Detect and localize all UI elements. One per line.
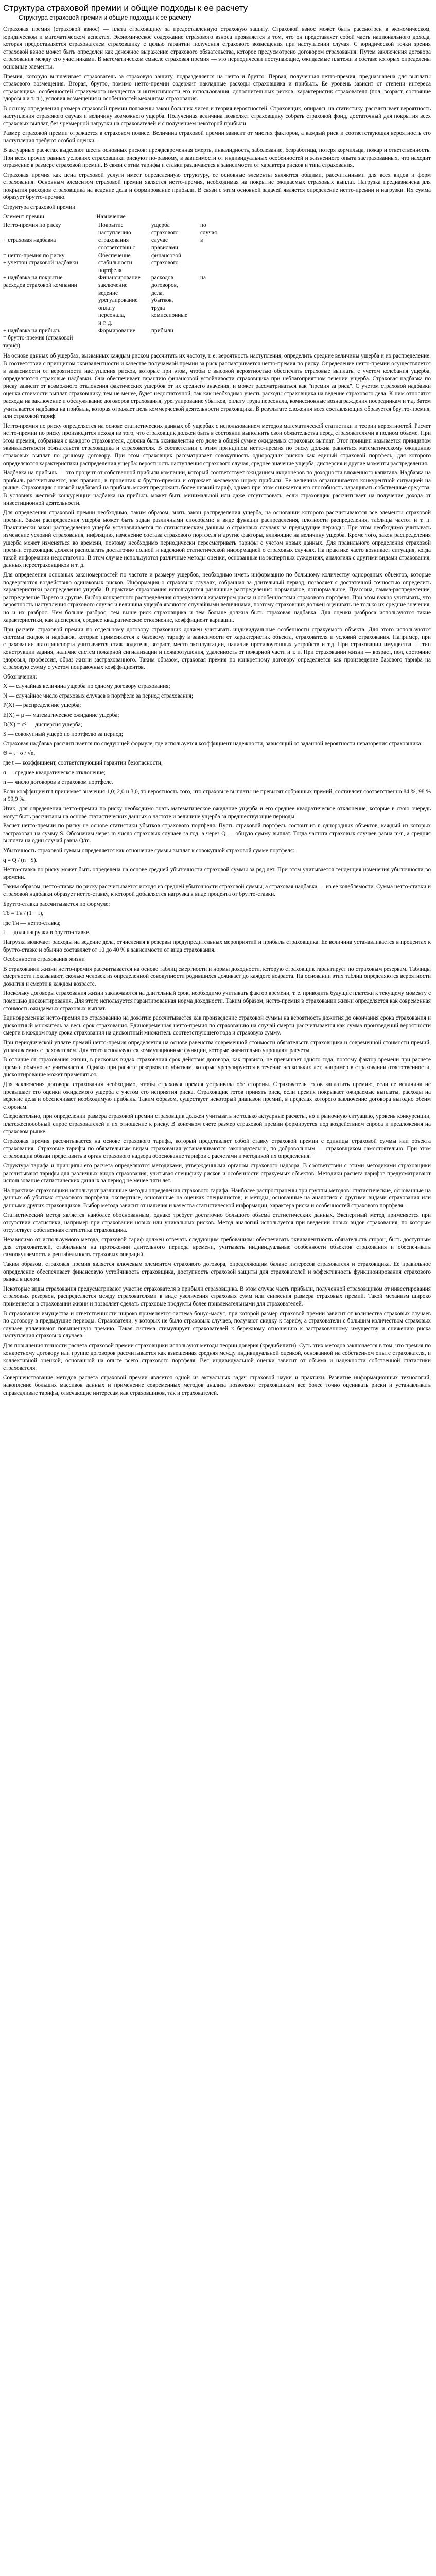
table-row bbox=[3, 222, 431, 229]
paragraph: Θ = t · σ / √n, bbox=[3, 750, 36, 757]
table-cell: труда bbox=[151, 304, 165, 311]
paragraph: Надбавка на прибыль — это процент от собственной прибыли компании, который соответствует ожиданиям акционеров по доходности вложенного капитала. Надбавка на прибыль рассчитывается, как правило, в процентах к брутто-премии и отражает желаемую норму прибыли. Ее величина ограничивается конкурентной ситуацией на рынке. Страховщик с низкой надбавкой на прибыль может предложить более низкий тариф, однако при этом снижается его способность наращивать собственные средства. В условиях жесткой конкуренции надбавка на прибыль может быть минимальной или даже отсутствовать, если страховщик рассчитывает на получение дохода от инвестиционной деятельности. bbox=[3, 470, 431, 506]
table-cell bbox=[200, 267, 313, 275]
paragraph: X — случайная величина ущерба по одному договору страхования; bbox=[3, 683, 170, 690]
table-cell: случая bbox=[200, 229, 217, 236]
table-cell: заключение bbox=[98, 282, 128, 289]
table-cell: наступлению bbox=[98, 229, 131, 236]
table-cell: ущерба bbox=[151, 222, 170, 229]
paragraph: В отличие от страхования жизни, в рисковых видах страхования срок действия договора, как правило, не превышает одного года, поэтому фактор времени при расчете премии обычно не учитывается. Однако при расчете резервов по убыткам, которые урегулируются в течение нескольких лет, например в страховании ответственности, дисконтирование может применяться. bbox=[3, 1057, 431, 1078]
paragraph: В актуарных расчетах выделяют шесть основных рисков: преждевременная смерть, инвалидность, заболевание, безработица, потеря кормильца, пожар и ответственность. При всех прочих равных условиях страховщики рискуют по-разному, в зависимости от индивидуальных особенностей и жизненного опыта застрахованных, что находит отражение в размере страховой премии. В связи с этим тарифы и ставки различаются в зависимости от характера рисков и типа страхования. bbox=[3, 147, 431, 169]
paragraph: Для определения страховой премии необходимо, таким образом, знать закон распределения ущерба, на основании которого рассчитываются все элементы страховой премии. Закон распределения ущерба может быть задан различными способами: в виде функции распределения, плотности распределения, таблицы частот и т. п. Практически закон распределения ущерба устанавливается по статистическим данным о страховых случаях за предыдущие периоды. При этом необходимо учитывать изменение условий страхования, инфляцию, изменение состава страхового портфеля и другие факторы, влияющие на величину ущерба. Кроме того, закон распределения ущерба может изменяться во времени, поэтому необходимо периодически пересматривать тарифы с учетом новых данных. Для правильного определения страховой премии страховщик должен располагать достаточно полной и надежной статистической информацией о страховых случаях. На практике часто возникает ситуация, когда такой информации недостаточно. В этом случае используются различные методы оценки, основанные на экспертных суждениях, аналогиях с другими видами страхования, данных перестраховщиков и т. д. bbox=[3, 510, 431, 569]
table-cell bbox=[200, 297, 313, 304]
paragraph: σ — среднее квадратическое отклонение; bbox=[3, 769, 106, 776]
paragraph: n — число договоров в страховом портфеле. bbox=[3, 779, 113, 786]
paragraph: Совершенствование методов расчета страховой премии является одной из актуальных задач страховой науки и практики. Развитие информационных технологий, накопление больших массивов данных и применение современных методов анализа позволяют страховщикам все более точно оценивать риски и устанавливать справедливые тарифы, отвечающие интересам как страховщиков, так и страхователей. bbox=[3, 1375, 431, 1396]
paragraph: На практике страховщики используют различные методы определения страхового тарифа. Наиболее распространены три группы методов: статистические, основанные на данных об убытках страхового портфеля; экспертные, основанные на оценках специалистов; и методы, основанные на аналогиях с другими видами страхования или данными других страховщиков. Выбор метода зависит от наличия и качества статистической информации, характера риска и особенностей страхового портфеля. bbox=[3, 1187, 431, 1209]
paragraph: Брутто-ставка рассчитывается по формуле: bbox=[3, 901, 110, 907]
paragraph: Страховая премия как цена страховой услуги имеет определенную структуру, ее основные элементы являются общими, рассчитанными для всех видов и форм страхования. Основным элементом страховой премии является нетто-премия, необходимая на покрытие ожидаемых страховых выплат. Нагрузка предназначена для покрытия расходов страховщика на ведение дела и формирование прибыли. В связи с этим основной задачей является определение нетто-премии и нагрузки. Их сумма образует брутто-премию. bbox=[3, 172, 431, 201]
paragraph: N — случайное число страховых случаев в портфеле за период страхования; bbox=[3, 692, 194, 699]
table-cell bbox=[200, 259, 313, 267]
table-cell bbox=[98, 342, 147, 350]
table-row bbox=[3, 282, 431, 290]
table-cell: портфеля bbox=[98, 267, 122, 274]
table-row bbox=[3, 312, 431, 319]
table-row bbox=[3, 236, 431, 244]
table-row bbox=[3, 259, 431, 267]
table-cell bbox=[3, 244, 98, 252]
table-cell: Формирование bbox=[98, 327, 135, 334]
table-cell bbox=[3, 290, 98, 297]
table-cell bbox=[200, 304, 313, 312]
table-cell: расходов страховой компании bbox=[3, 282, 77, 289]
table-row bbox=[3, 267, 431, 275]
table-cell: расходов bbox=[151, 275, 173, 281]
paragraph: Страховая надбавка рассчитывается по следующей формуле, где используется коэффициент надежности, зависящий от заданной вероятности неразорения страховщика: bbox=[3, 740, 423, 747]
paragraph: Страховая премия рассчитывается на основе страхового тарифа, который представляет собой ставку страховой премии с единицы страховой суммы или объекта страхования. Страховые тарифы по обязательным видам страхования устанавливаются законодательно, по добровольным — страховщиком самостоятельно. При этом страховщик обязан представить в орган страхового надзора обоснование тарифов с расчетами и методикой их определения. bbox=[3, 1138, 431, 1160]
table-row bbox=[3, 229, 431, 237]
table-cell: Покрытие bbox=[98, 222, 124, 229]
table-cell: + страховая надбавка bbox=[3, 237, 56, 244]
paragraph: Таким образом, страховая премия является ключевым элементом страхового договора, определяющим баланс интересов страхователя и страховщика. Ее правильное определение обеспечивает финансовую устойчивость страховщика, доступность страховой защиты для страхователей и эффективность функционирования страхового рынка в целом. bbox=[3, 1261, 431, 1283]
paragraph: Премия, которую выплачивает страхователь за страховую защиту, подразделяется на нетто и брутто. Первая, полученная нетто-премия, предназначена для выплаты страхового возмещения. Вторая, брутто, помимо нетто-премии содержит накладные расходы страховщика и прибыль. Ее уровень зависит от степени интереса страховщика, особенностей страхуемого имущества и интенсивности его использования, дополнительных рисков, характеристик страхователя (пол, возраст, состояние здоровья и т. п.), условия возмещения и особенностей механизма страхования. bbox=[3, 73, 431, 103]
table-cell bbox=[200, 342, 313, 350]
page-title: Структура страховой премии и общие подходы к ее расчету bbox=[3, 3, 248, 13]
table-row bbox=[3, 327, 431, 335]
table-cell bbox=[3, 267, 98, 275]
table-cell bbox=[200, 252, 313, 260]
paragraph: В страховании имущества и ответственности широко применяется система бонус-малус, при которой размер страховой премии зависит от количества страховых случаев по договору в предыдущие периоды. Страхователи, у которых не было страховых случаев, получают скидку к тарифу, а страхователи с большим количеством страховых случаев уплачивают повышенную премию. Такая система стимулирует страхователей к бережному отношению к застрахованному имуществу и снижению риска наступления страховых случаев. bbox=[3, 1310, 431, 1340]
paragraph: Независимо от используемого метода, страховой тариф должен отвечать следующим требованиям: обеспечивать эквивалентность обязательств сторон, быть доступным для страхователей, стабильным на протяжении длительного периода времени, учитывать индивидуальные особенности объектов страхования и обеспечивать самоокупаемость и рентабельность страховых операций. bbox=[3, 1236, 431, 1258]
table-cell bbox=[3, 319, 98, 327]
table-cell: по bbox=[200, 222, 206, 229]
table-cell: страхового bbox=[151, 229, 179, 236]
paragraph: Структура страховой премии bbox=[3, 204, 76, 211]
paragraph: Tб = Tн / (1 − f), bbox=[3, 910, 44, 917]
table-row bbox=[3, 297, 431, 304]
table-cell: договоров, bbox=[151, 282, 178, 289]
paragraph: P(X) — распределение ущерба; bbox=[3, 702, 81, 709]
table-cell: Нетто-премия по риску bbox=[3, 222, 61, 229]
table-cell: правилами bbox=[151, 245, 178, 251]
table-cell bbox=[200, 327, 313, 335]
table-cell bbox=[3, 312, 98, 319]
paragraph: где Tн — нетто-ставка; bbox=[3, 920, 61, 926]
paragraph: Следовательно, при определении размера страховой премии страховщик должен учитывать не только актуарные расчеты, но и рыночную ситуацию, уровень конкуренции, платежеспособный спрос страхователей и их отношение к риску. В конечном счете размер страховой премии формируется под воздействием спроса и предложения на страховом рынке. bbox=[3, 1113, 431, 1135]
paragraph: q = Q / (n · S). bbox=[3, 857, 38, 863]
table-cell bbox=[3, 297, 98, 304]
table-cell: на bbox=[200, 275, 206, 281]
table-row bbox=[3, 252, 431, 260]
table-cell: оплату bbox=[98, 304, 115, 311]
table-cell bbox=[200, 312, 313, 319]
paragraph: f — доля нагрузки в брутто-ставке. bbox=[3, 929, 90, 936]
paragraph: Структура тарифа и принципы его расчета определяются методиками, утвержденными органом страхового надзора. В соответствии с этими методиками страховщики рассчитывают тарифы для различных видов страхования, учитывая специфику рисков и особенности страхуемых объектов. Методики расчета тарифов предусматривают использование статистических данных за период не менее пяти лет. bbox=[3, 1162, 431, 1184]
table-cell bbox=[147, 319, 200, 327]
paragraph: Убыточность страховой суммы определяется как отношение суммы выплат к совокупной страховой сумме портфеля: bbox=[3, 847, 295, 854]
table-row bbox=[3, 244, 431, 252]
paragraph: Нетто-ставка по риску может быть определена на основе средней убыточности страховой суммы за ряд лет. При этом учитывается тенденция изменения убыточности во времени. bbox=[3, 867, 431, 880]
table-cell: случае bbox=[151, 237, 168, 244]
table-row bbox=[3, 334, 431, 342]
table-row bbox=[3, 342, 431, 350]
table-row bbox=[3, 290, 431, 297]
table-cell: страхования bbox=[98, 237, 129, 244]
paragraph: S — совокупный ущерб по портфелю за период; bbox=[3, 731, 124, 738]
table-cell bbox=[3, 229, 98, 237]
paragraph: При расчете страховой премии по отдельному договору страховщик должен учитывать индивидуальные особенности страхуемого объекта. Для этого используются системы скидок и надбавок, которые применяются к базовому тарифу в зависимости от характеристик объекта, страхователя и условий страхования. Например, при страховании автотранспорта учитывается стаж водителя, возраст, место эксплуатации, наличие противоугонных устройств и т.д. При страховании имущества — тип конструкции здания, наличие систем пожарной сигнализации и пожаротушения, удаленность от пожарной части и т. п. При страховании жизни — возраст, пол, состояние здоровья, профессия, образ жизни застрахованного. Таким образом, страховая премия по конкретному договору определяется как произведение базового тарифа на страховую сумму с учетом поправочных коэффициентов. bbox=[3, 626, 431, 671]
paragraph: Для определения основных закономерностей по частоте и размеру ущербов, необходимо иметь информацию по большому количеству однородных объектов, которые подвергаются воздействию одинаковых рисков. Информация о страховых случаях, собранная за длительный период, позволяет с достаточной точностью определить характеристики распределения ущерба. В практике страхования используются различные распределения: нормальное, логнормальное, Пуассона, гамма-распределение, распределение Парето и другие. Выбор конкретного распределения определяется характером риска и особенностями страхового портфеля. При этом важно учитывать, что вероятность наступления страхового случая и величина ущерба являются случайными величинами, поэтому страховщик должен оценивать не только их средние значения, но и их разброс. Чем больше разброс, тем выше риск страховщика и тем больше должна быть страховая надбавка. Для оценки разброса используются такие характеристики, как дисперсия, среднее квадратическое отклонение, коэффициент вариации. bbox=[3, 571, 431, 623]
table-row bbox=[3, 319, 431, 327]
paragraph: При периодической уплате премий нетто-премия определяется на основе равенства современной стоимости обязательств страховщика и современной стоимости премий, уплачиваемых страхователем. Для этого используются коммутационные функции, которые значительно упрощают расчеты. bbox=[3, 1040, 431, 1054]
paragraph: Страховая премия (страховой взнос) — плата страховщику за предоставленную страховую защиту. Страховой взнос может быть рассмотрен в экономическом, юридическом и математическом аспектах. Экономическое содержание страхового взноса проявляется в том, что он представляет собой часть национального дохода, которая предоставляется страхователем страховщику с целью гарантии получения страхового возмещения при наступлении случая. С юридической точки зрения страховой взнос может быть определен как денежное выражение страхового обязательства, которое предусмотрено договором страхования. Путем заключения договора страхования между его участниками. В математическом смысле страховая премия — это периодически поступающие, ожидаемые платежи в составе которых определены основные элементы. bbox=[3, 26, 431, 70]
paragraph: Поскольку договоры страхования жизни заключаются на длительный срок, необходимо учитывать фактор времени, т. е. приводить будущие платежи к текущему моменту с помощью дисконтирования. Для этого используется гарантированная норма доходности. Таким образом, нетто-премия в страховании жизни определяется как современная стоимость ожидаемых страховых выплат. bbox=[3, 990, 431, 1012]
table-cell: убытков, bbox=[151, 297, 173, 304]
table-cell: соответствии с bbox=[98, 245, 135, 251]
paragraph: Если коэффициент t принимает значения 1,0; 2,0 и 3,0, то вероятность того, что страховые выплаты не превысят собранных премий, составляет соответственно 84 %, 98 % и 99,9 %. bbox=[3, 788, 431, 803]
table-row bbox=[3, 274, 431, 282]
paragraph: E(X) = μ — математическое ожидание ущерба; bbox=[3, 712, 119, 719]
table-cell: + надбавка на покрытие bbox=[3, 275, 63, 281]
paragraph: Некоторые виды страхования предусматривают участие страхователя в прибыли страховщика. В этом случае часть прибыли, полученной страховщиком от инвестирования страховых резервов, распределяется между страхователями в виде увеличения страховых сумм или снижения размера страховых премий. Такой механизм широко применяется в страховании жизни и позволяет сделать страховые продукты более привлекательными для страхователей. bbox=[3, 1285, 431, 1308]
paragraph: Нетто-премия по риску определяется на основе статистических данных об ущербах с использованием методов математической статистики и теории вероятностей. Расчет нетто-премии по риску производится исходя из того, что страховщик должен быть в состоянии выполнить свои обязательства перед страхователями в полном объеме. При этом премия, собранная с каждого страхователя, должна быть эквивалентна его доле в общей сумме ожидаемых страховых выплат. Этот принцип называется принципом эквивалентности обязательств страховщика и страхователя. В соответствии с этим принципом нетто-премия по риску должна равняться математическому ожиданию страховых выплат по данному договору. При этом страховщик рассматривает совокупность однородных рисков как единый страховой портфель, для которого определяются характеристики распределения ущерба: вероятность наступления страхового случая, среднее значение ущерба, дисперсия и другие моменты распределения. bbox=[3, 422, 431, 467]
table-cell: урегулирование bbox=[98, 297, 138, 304]
table-header: Элемент премии Назначение bbox=[3, 213, 126, 220]
table-cell bbox=[98, 334, 147, 342]
page-subtitle: Структура страховой премии и общие подходы к ее расчету bbox=[19, 14, 191, 21]
table-cell bbox=[200, 282, 313, 290]
table-cell bbox=[147, 342, 200, 350]
table-cell: Финансирование bbox=[98, 275, 141, 281]
table-cell bbox=[200, 334, 313, 342]
table-cell: в bbox=[200, 237, 203, 244]
table-cell: прибыли bbox=[151, 327, 173, 334]
paragraph: Обозначения: bbox=[3, 673, 37, 680]
paragraph: В основу определения размера страховой премии положены закон больших чисел и теория вероятностей. Страховщик, опираясь на статистику, рассчитывает вероятность наступления страхового случая и величину возможного ущерба. Полученная величина позволяет страховщику собрать страховой фонд, достаточный для покрытия всех страховых выплат, без чрезмерной нагрузки на страхователей и с получением некоторой прибыли. bbox=[3, 105, 431, 127]
paragraph: где t — коэффициент, соответствующий гарантии безопасности; bbox=[3, 760, 163, 767]
paragraph: Для заключения договора страхования необходимо, чтобы страховая премия устраивала обе стороны. Страхователь готов заплатить премию, если ее величина не превышает его оценки ожидаемого ущерба с учетом его неприятия риска. Страховщик готов принять риск, если премия покрывает ожидаемые выплаты, расходы на ведение дела и обеспечивает необходимую прибыль. Таким образом, существует некоторый диапазон премий, в пределах которого заключение договора выгодно обеим сторонам. bbox=[3, 1081, 431, 1110]
table-cell: дела, bbox=[151, 290, 164, 296]
paragraph: Особенности страхования жизни bbox=[3, 956, 85, 963]
paragraph: Размер страховой премии отражается в страховом полисе. Величина страховой премии зависит от многих факторов, а каждый риск и соответствующая вероятность его наступления требуют особой оценки. bbox=[3, 130, 431, 144]
table-cell: Обеспечение bbox=[98, 252, 131, 259]
paragraph: Таким образом, нетто-ставка по риску рассчитывается исходя из средней убыточности страховой суммы, а страховая надбавка — из ее колеблемости. Сумма нетто-ставки и страховой надбавки образует нетто-ставку, к которой добавляется нагрузка в виде процента от брутто-ставки. bbox=[3, 884, 431, 897]
table-cell: = нетто-премия по риску bbox=[3, 252, 65, 259]
table-cell bbox=[200, 290, 313, 297]
table-cell: ведение bbox=[98, 290, 118, 296]
table-row bbox=[3, 304, 431, 312]
paragraph: Расчет нетто-премии по риску на основе статистики убытков страхового портфеля. Пусть страховой портфель состоит из n однородных объектов, каждый из которых застрахован на сумму S. Обозначим через m число страховых случаев за год, а через Q — общую сумму выплат. Тогда частота страховых случаев равна m/n, а средняя выплата на один случай равна Q/m. bbox=[3, 823, 431, 844]
table-cell: + надбавка на прибыль bbox=[3, 327, 61, 334]
table-cell: стабильности bbox=[98, 260, 132, 266]
paragraph: Итак, для определения нетто-премии по риску необходимо знать математическое ожидание ущерба и его среднее квадратическое отклонение, которые в свою очередь могут быть рассчитаны на основе статистических данных о частоте и величине ущерба за предшествующие периоды. bbox=[3, 806, 431, 820]
table-cell bbox=[147, 267, 200, 275]
table-cell: = брутто-премия (страховой bbox=[3, 335, 73, 342]
paragraph: Статистический метод является наиболее обоснованным, однако требует достаточно большого объема статистических данных. Экспертный метод применяется при отсутствии статистики, например при страховании новых или уникальных рисков. Метод аналогий используется при введении новых видов страхования, по которым отсутствует собственная статистика страховщика. bbox=[3, 1212, 431, 1233]
table-cell: страхового bbox=[151, 260, 179, 266]
premium-structure-table bbox=[3, 213, 431, 350]
table-cell: и т. д. bbox=[98, 319, 113, 326]
table-cell bbox=[200, 319, 313, 327]
table-cell bbox=[200, 244, 313, 252]
paragraph: Нагрузка включает расходы на ведение дела, отчисления в резервы предупредительных мероприятий и прибыль страховщика. Ее величина устанавливается в процентах к брутто-ставке и обычно составляет от 10 до 40 % в зависимости от вида страхования. bbox=[3, 939, 431, 953]
paragraph: На основе данных об ущербах, вызванных каждым риском рассчитать их частоту, т. е. вероятность наступления, определить средние величины ущерба и их распределение. В соответствии с принципом эквивалентности и качестве получаемой премии за риск рассматривается нетто-премия по риску. Определение нетто-премии осуществляется в зависимости от вероятности наступления рисков, которые при этом, чтобы с высокой вероятностью обеспечить страховые выплаты с учетом колебания ущерба, определяются страховые надбавки. Она обеспечивает гарантию финансовой устойчивости страховщика при неблагоприятном течении ущерба. Страховая надбавка по риску зависит от возможного отклонения фактических ущербов от их среднего значения, и может рассматриваться как "премия за риск". С учетом страховой надбавки оценка стоимости выплат страховщику, тем не менее, будет недостаточной, так как необходимо учесть расходы страховщика на ведение страхового дела. К ним относятся расходы на заключение и обслуживание договоров страхования, урегулирование убытков, оплату труда персонала, комиссионные вознаграждения посредникам и т.д. Затем учитывается надбавка на прибыль, которая отражает цель коммерческой деятельности страховщика. В результате сложения всех составляющих образуется брутто-премия, или страховой тариф. bbox=[3, 353, 431, 420]
table-cell: финансовой bbox=[151, 252, 182, 259]
table-cell: тариф) bbox=[3, 342, 20, 349]
table-cell bbox=[3, 304, 98, 312]
table-cell: персонала, bbox=[98, 312, 126, 319]
table-cell: комиссионные bbox=[151, 312, 187, 319]
table-cell: + учеттон страховой надбавки bbox=[3, 260, 78, 266]
document-body bbox=[3, 26, 431, 1397]
paragraph: Для повышения точности расчета страховой премии страховщики используют методы теории доверия (кредибилити). Суть этих методов заключается в том, что премия по конкретному договору или группе договоров рассчитывается как взвешенная средняя между индивидуальной оценкой, основанной на собственном опыте страхователя, и коллективной оценкой, основанной на опыте всего страхового портфеля. Вес индивидуальной оценки зависит от объема и надежности собственной статистики страхователя. bbox=[3, 1343, 431, 1371]
paragraph: Единовременная нетто-премия по страхованию на дожитие рассчитывается как произведение страховой суммы на вероятность дожития до окончания срока страхования и дисконтный множитель за весь срок страхования. Единовременная нетто-премия по страхованию на случай смерти рассчитывается как сумма произведений вероятности смерти в каждом году срока страхования на дисконтный множитель соответствующего года и страховую сумму. bbox=[3, 1015, 431, 1037]
table-cell bbox=[147, 334, 200, 342]
paragraph: D(X) = σ² — дисперсия ущерба; bbox=[3, 721, 82, 728]
paragraph: В страховании жизни нетто-премия рассчитывается на основе таблиц смертности и нормы доходности, которую страховщик гарантирует по страховым резервам. Таблицы смертности показывают, сколько человек из определенной совокупности родившихся доживает до каждого возраста. На основании этих таблиц определяются вероятности дожития и смерти в каждом возрасте. bbox=[3, 965, 431, 987]
